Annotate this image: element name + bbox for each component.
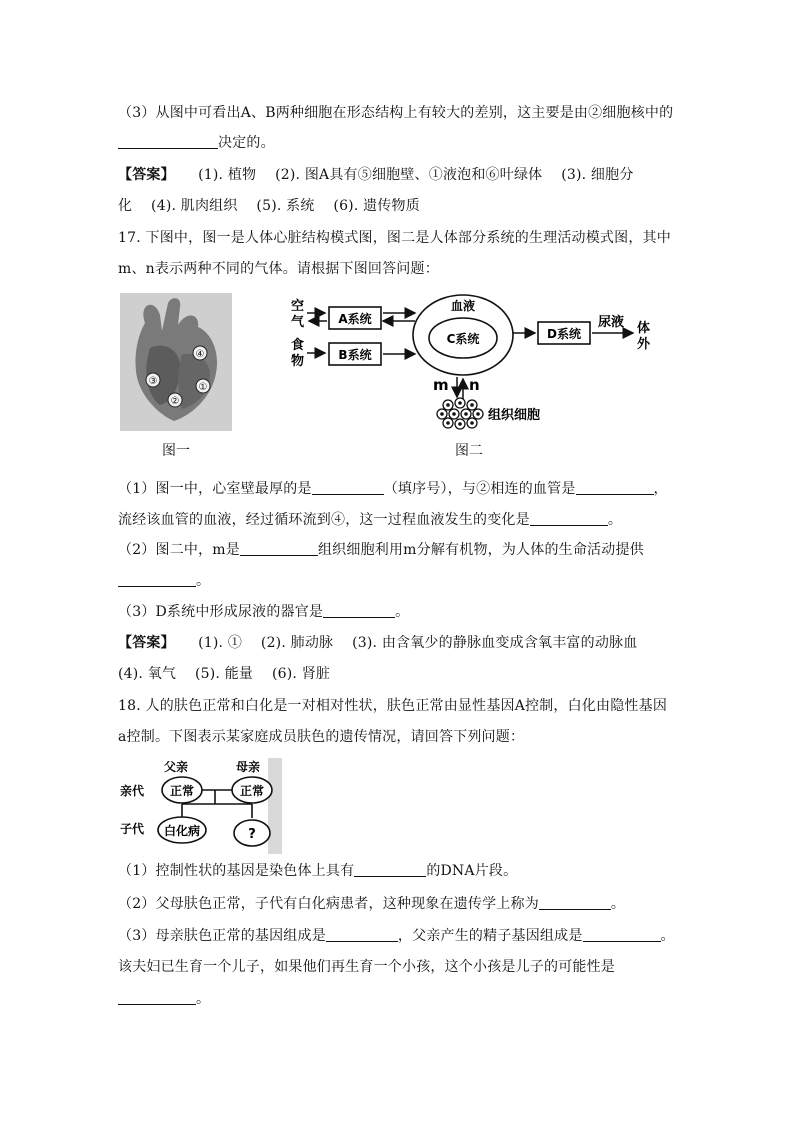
blood-label: 血液 — [450, 299, 476, 313]
q17-stem-line2: m、n表示两种不同的气体。请根据下图回答问题： — [118, 261, 439, 277]
gas-n-label: n — [469, 376, 480, 394]
answer-blank[interactable] — [326, 927, 398, 942]
q17-part1-line2: 流经该血管的血液，经过循环流到④，这一过程血液发生的变化是 。 — [118, 512, 623, 528]
q18-part2: （2）父母肤色正常，子代有白化病患者，这种现象在遗传学上称为 。 — [118, 896, 626, 912]
answer-blank[interactable] — [576, 480, 654, 495]
figure2-systems — [285, 293, 685, 431]
gas-m-label: m — [433, 376, 449, 394]
food-label-bottom: 物 — [291, 354, 305, 369]
q18-part3-line2: 该夫妇已生育一个儿子，如果他们再生育一个小孩，这个小孩是儿子的可能性是 — [118, 959, 615, 975]
heart-label-3: ③ — [148, 376, 158, 387]
child-unknown-status: ? — [248, 827, 256, 842]
tissue-cells-label: 组织细胞 — [488, 408, 541, 423]
answer-blank[interactable] — [240, 541, 318, 556]
heart-label-4: ④ — [195, 349, 205, 360]
q16-part3-line1: （3）从图中可看出A、B两种细胞在形态结构上有较大的差别，这主要是由②细胞核中的 — [118, 105, 674, 121]
q18-part3-line1: （3）母亲肤色正常的基因组成是 ，父亲产生的精子基因组成是 。 — [118, 928, 675, 944]
system-a-label: A系统 — [338, 312, 372, 326]
outside-label-bottom: 外 — [637, 337, 651, 352]
outside-label-top: 体 — [637, 321, 651, 336]
q18-part1: （1）控制性状的基因是染色体上具有 的DNA片段。 — [118, 863, 518, 879]
mother-label: 母亲 — [236, 760, 261, 774]
q18-stem-line1: 18. 人的肤色正常和白化是一对相对性状，肤色正常由显性基因A控制，白化由隐性基因 — [118, 698, 668, 714]
q17-stem-line1: 17. 下图中，图一是人体心脏结构模式图，图二是人体部分系统的生理活动模式图，其中 — [118, 230, 671, 246]
heart-label-1: ① — [198, 382, 208, 393]
mother-status: 正常 — [239, 784, 265, 798]
system-b-label: B系统 — [338, 348, 372, 362]
food-label-top: 食 — [291, 338, 305, 353]
system-d-label: D系统 — [547, 327, 581, 341]
answer-blank[interactable] — [312, 480, 384, 495]
q16-answer-line1: 【答案】 (1). 植物 (2). 图A具有⑤细胞壁、①液泡和⑥叶绿体 (3). 细胞分 — [118, 167, 634, 183]
answer-blank[interactable] — [118, 134, 218, 149]
q17-part2-line1: （2）图二中，m是 组织细胞利用m分解有机物，为人体的生命活动提供 — [118, 542, 644, 558]
child-albino-status: 白化病 — [163, 824, 201, 838]
q17-part3-line1: （3）D系统中形成尿液的器官是 。 — [118, 604, 410, 620]
air-label-bottom: 气 — [291, 315, 305, 330]
system-c-label: C系统 — [446, 332, 480, 346]
answer-blank[interactable] — [583, 927, 661, 942]
answer-tag: 【答案】 — [118, 167, 175, 183]
figure1-heart — [120, 293, 232, 431]
father-label: 父亲 — [164, 760, 189, 774]
q18-part3-line3: 。 — [118, 989, 210, 1009]
air-label-top: 空 — [291, 299, 305, 314]
figure1-caption: 图一 — [162, 443, 190, 459]
father-status: 正常 — [169, 784, 195, 798]
q18-stem-line2: a控制。下图表示某家庭成员肤色的遗传情况，请回答下列问题： — [118, 729, 525, 745]
pedigree-figure — [118, 758, 282, 854]
q17-answer-line1: 【答案】 (1). ① (2). 肺动脉 (3). 由含氧少的静脉血变成含氧丰富的动脉血 — [118, 635, 638, 651]
parent-generation-label: 亲代 — [120, 784, 145, 798]
urine-label: 尿液 — [598, 315, 625, 330]
q16-part3-line2: 决定的。 — [118, 133, 275, 153]
answer-blank[interactable] — [354, 862, 426, 877]
answer-blank[interactable] — [118, 572, 196, 587]
q16-answer-line2: 化 (4). 肌肉组织 (5). 系统 (6). 遗传物质 — [118, 198, 420, 214]
answer-tag: 【答案】 — [118, 635, 175, 651]
figure2-caption: 图二 — [455, 443, 483, 459]
answer-blank[interactable] — [323, 603, 395, 618]
heart-label-2: ② — [170, 396, 180, 407]
q17-part1-line1: （1）图一中，心室壁最厚的是 （填序号），与②相连的血管是 ， — [118, 481, 668, 497]
answer-blank[interactable] — [539, 895, 611, 910]
q17-answer-line2: (4). 氧气 (5). 能量 (6). 肾脏 — [118, 666, 331, 682]
q17-part2-line2: 。 — [118, 571, 210, 591]
child-generation-label: 子代 — [120, 822, 145, 836]
answer-blank[interactable] — [530, 511, 608, 526]
answer-blank[interactable] — [118, 990, 196, 1005]
